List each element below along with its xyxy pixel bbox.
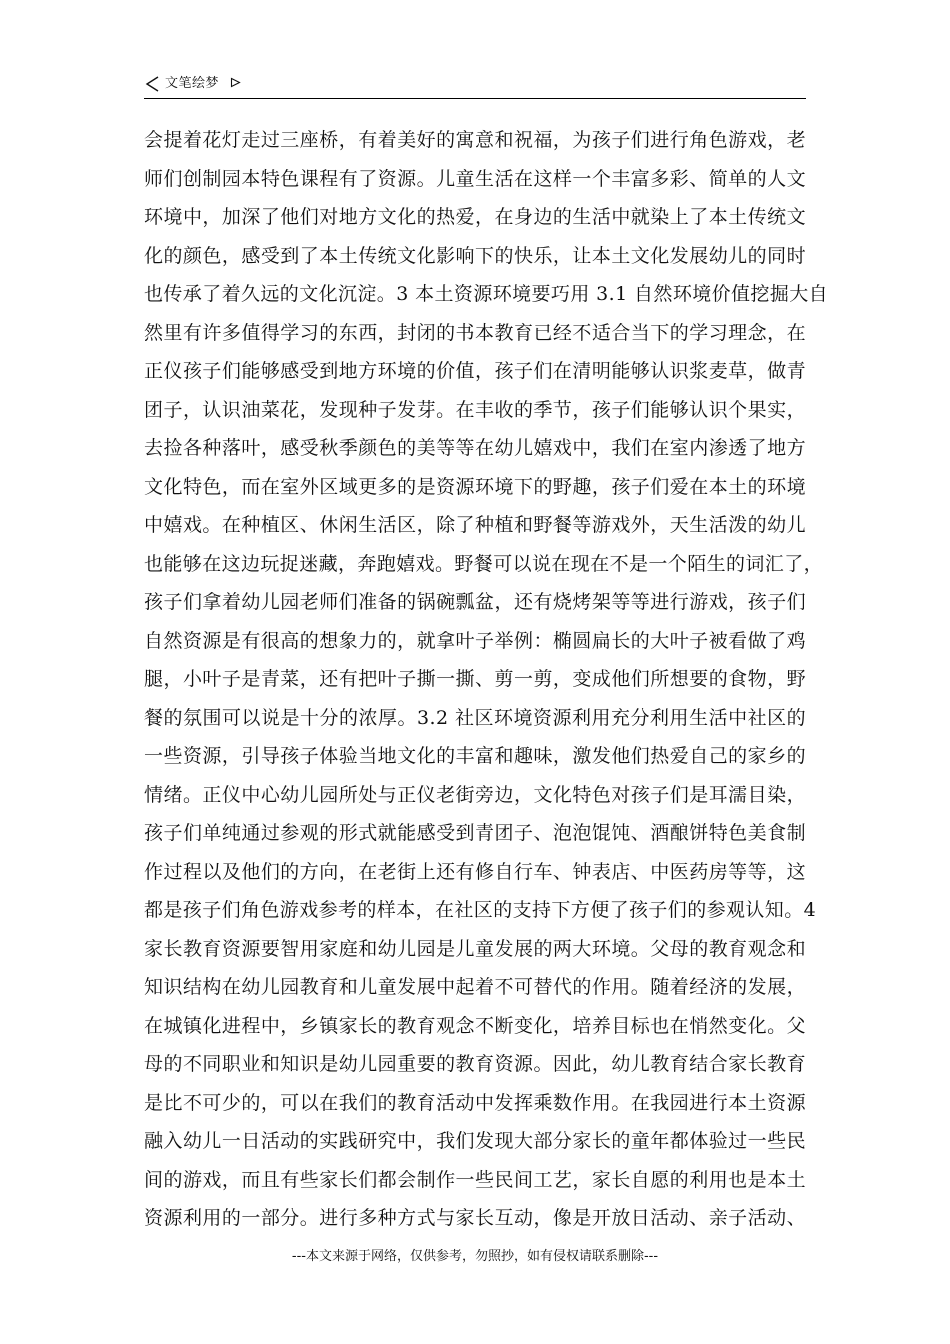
- text-line: 师们创制园本特色课程有了资源。儿童生活在这样一个丰富多彩、简单的人文: [144, 167, 806, 190]
- text-line: 去捡各种落叶，感受秋季颜色的美等等在幼儿嬉戏中，我们在室内渗透了地方: [144, 437, 806, 459]
- text-line: 然里有许多值得学习的东西，封闭的书本教育已经不适合当下的学习理念，在: [144, 321, 806, 344]
- right-triangle-icon: [230, 77, 241, 88]
- text-line: 知识结构在幼儿园教育和儿童发展中起着不可替代的作用。随着经济的发展，: [144, 976, 806, 998]
- text-line: 孩子们拿着幼儿园老师们准备的锅碗瓢盆，还有烧烤架等等进行游戏，孩子们: [144, 591, 806, 613]
- text-line: 在城镇化进程中，乡镇家长的教育观念不断变化，培养目标也在悄然变化。父: [144, 1014, 806, 1037]
- text-line: 餐的氛围可以说是十分的浓厚。3.2 社区环境资源利用充分利用生活中社区的: [144, 706, 806, 729]
- text-line: 中嬉戏。在种植区、休闲生活区，除了种植和野餐等游戏外，天生活泼的幼儿: [144, 514, 806, 536]
- text-line: 都是孩子们角色游戏参考的样本，在社区的支持下方便了孩子们的参观认知。4: [144, 899, 817, 921]
- text-line: 资源利用的一部分。进行多种方式与家长互动，像是开放日活动、亲子活动、: [144, 1207, 806, 1229]
- text-line: 孩子们单纯通过参观的形式就能感受到青团子、泡泡馄饨、酒酿饼特色美食制: [144, 822, 806, 844]
- text-line: 团子，认识油菜花，发现种子发芽。在丰收的季节，孩子们能够认识个果实，: [144, 398, 806, 421]
- text-line: 家长教育资源要智用家庭和幼儿园是儿童发展的两大环境。父母的教育观念和: [144, 937, 806, 960]
- text-line: 一些资源，引导孩子体验当地文化的丰富和趣味，激发他们热爱自己的家乡的: [144, 745, 806, 767]
- left-triangle-icon: [145, 76, 161, 92]
- text-line: 自然资源是有很高的想象力的，就拿叶子举例：椭圆扁长的大叶子被看做了鸡: [144, 629, 806, 652]
- text-line: 也传承了着久远的文化沉淀。3 本土资源环境要巧用 3.1 自然环境价值挖掘大自: [144, 283, 829, 305]
- body-text: [144, 121, 829, 1238]
- text-line: 腿，小叶子是青菜，还有把叶子撕一撕、剪一剪，变成他们所想要的食物，野: [144, 668, 806, 690]
- text-line: 融入幼儿一日活动的实践研究中，我们发现大部分家长的童年都体验过一些民: [144, 1130, 806, 1152]
- text-line: 间的游戏，而且有些家长们都会制作一些民间工艺，家长自愿的利用也是本土: [144, 1168, 806, 1191]
- text-line: 是比不可少的，可以在我们的教育活动中发挥乘数作用。在我园进行本土资源: [144, 1091, 806, 1114]
- text-line: 情绪。正仪中心幼儿园所处与正仪老街旁边，文化特色对孩子们是耳濡目染，: [144, 783, 806, 806]
- text-line: 环境中，加深了他们对地方文化的热爱，在身边的生活中就染上了本土传统文: [144, 206, 806, 228]
- text-line: 文化特色，而在室外区域更多的是资源环境下的野趣，孩子们爱在本土的环境: [144, 475, 806, 498]
- text-line: 母的不同职业和知识是幼儿园重要的教育资源。因此，幼儿教育结合家长教育: [144, 1053, 806, 1075]
- text-line: 化的颜色，感受到了本土传统文化影响下的快乐，让本土文化发展幼儿的同时: [144, 244, 806, 267]
- text-line: 也能够在这边玩捉迷藏，奔跑嬉戏。野餐可以说在现在不是一个陌生的词汇了，: [144, 552, 824, 575]
- footer-disclaimer: ---本文来源于网络，仅供参考，勿照抄，如有侵权请联系删除---: [291, 1249, 659, 1264]
- text-line: 作过程以及他们的方向，在老街上还有修自行车、钟表店、中医药房等等，这: [144, 860, 806, 883]
- text-line: 会提着花灯走过三座桥，有着美好的寓意和祝福，为孩子们进行角色游戏，老: [144, 129, 806, 151]
- page-header: [144, 72, 806, 99]
- header-title: 文笔绘梦: [165, 76, 220, 91]
- text-line: 正仪孩子们能够感受到地方环境的价值，孩子们在清明能够认识浆麦草，做青: [144, 360, 806, 382]
